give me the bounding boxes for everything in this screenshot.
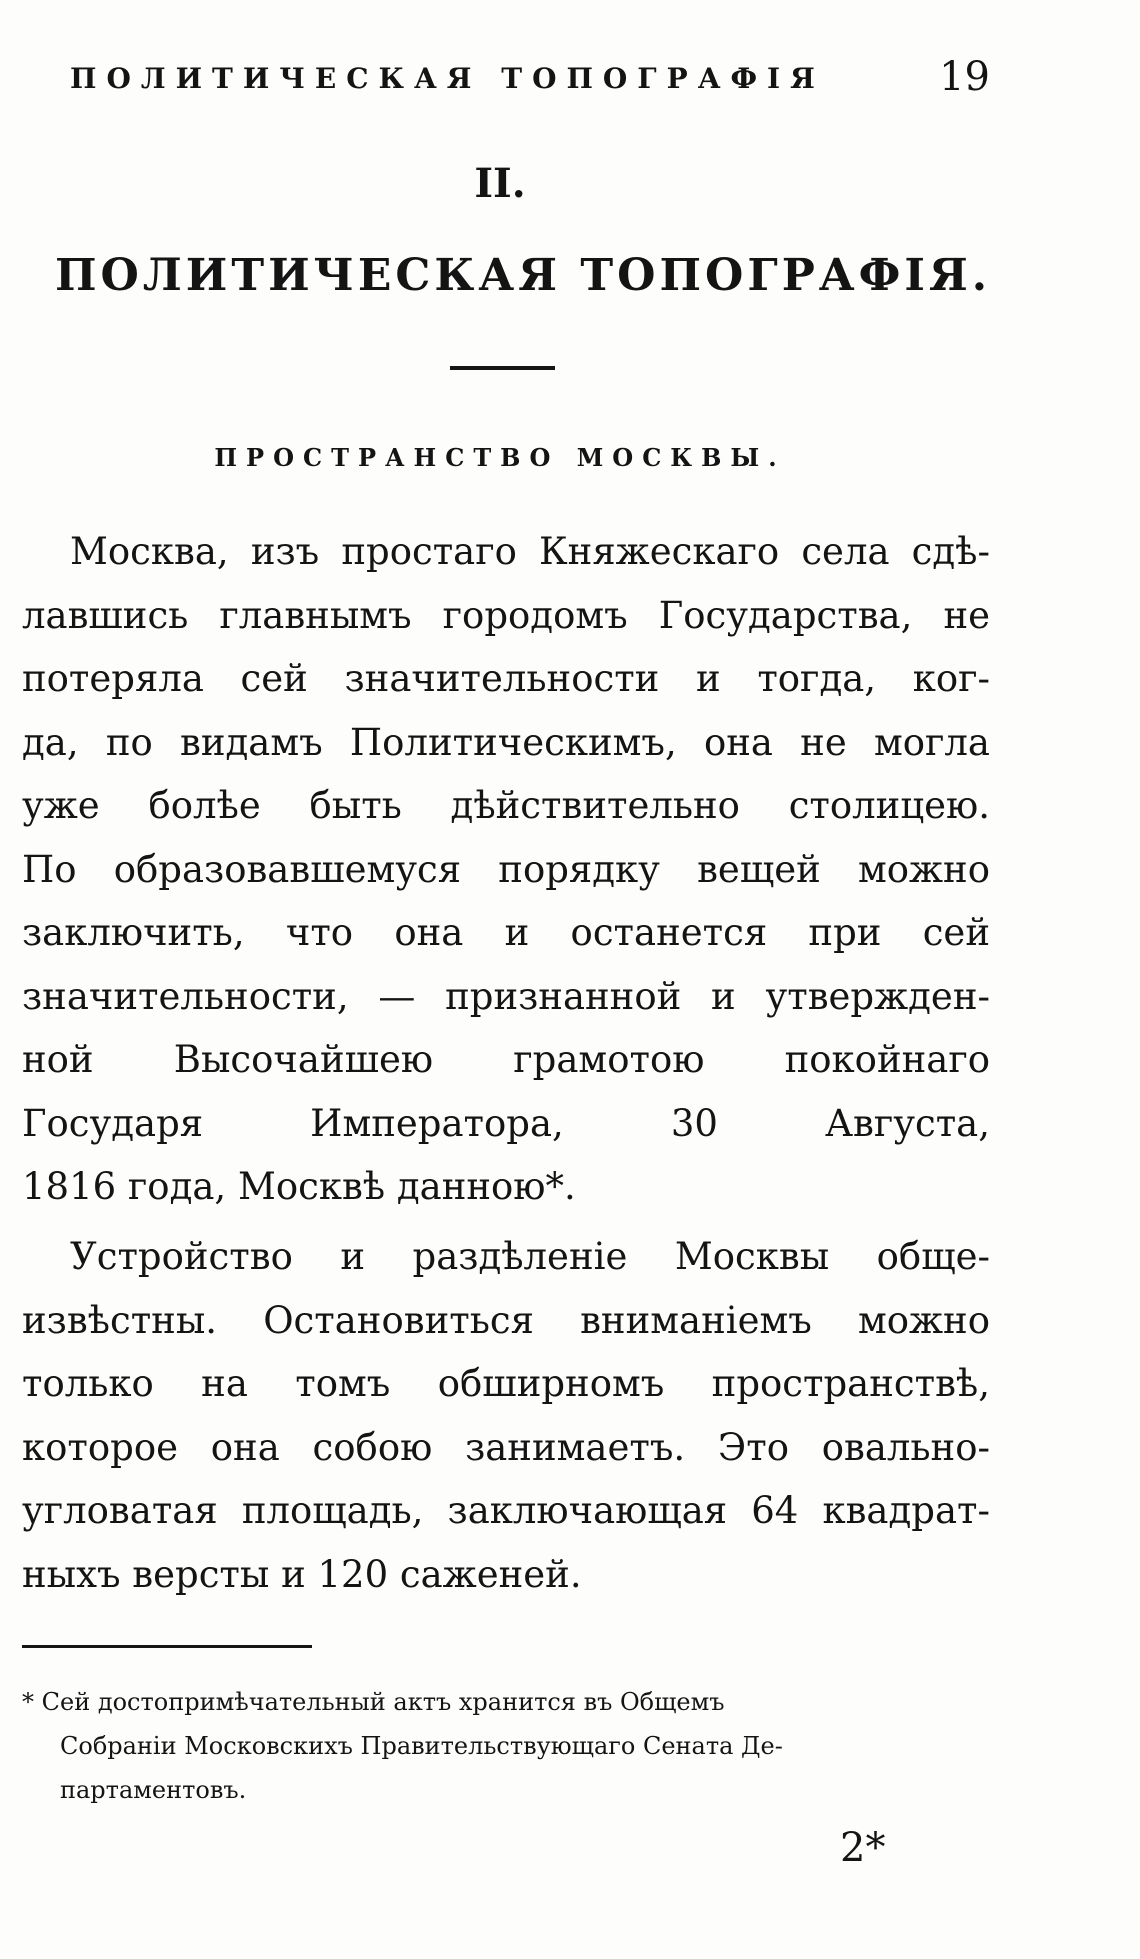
footnote-line: * Сей достопримѣчательный актъ хранится въ Общемъ (22, 1688, 725, 1716)
text-line: значительности, — признанной и утвержден- (22, 974, 990, 1018)
text-line: По образовавшемуся порядку вещей можно (22, 847, 990, 891)
title-divider (450, 366, 555, 370)
text-line: только на томъ обширномъ пространствѣ, (22, 1362, 990, 1405)
text-line: которое она собою занимаетъ. Это овально- (22, 1425, 990, 1469)
text-line: да, по видамъ Политическимъ, она не могла (22, 720, 990, 764)
footnote-divider (22, 1645, 312, 1648)
paragraph-2 (22, 1225, 990, 1606)
footnote-line: партаментовъ. (60, 1776, 247, 1804)
text-line: лавшись главнымъ городомъ Государства, не (22, 593, 990, 637)
text-line: Устройство и раздѣленіе Москвы обще- (70, 1235, 990, 1278)
paragraph-1 (22, 520, 990, 1219)
text-line: ныхъ версты и 120 саженей. (22, 1552, 582, 1596)
section-heading: ПРОСТРАНСТВО МОСКВЫ. (214, 443, 786, 472)
text-line: 1816 года, Москвѣ данною*. (22, 1165, 576, 1208)
text-line: Государя Императора, 30 Августа, (22, 1101, 990, 1145)
page-number: 19 (939, 54, 990, 100)
footnote (22, 1680, 990, 1812)
text-line: уже болѣе быть дѣйствительно столицею. (22, 784, 990, 827)
text-line: потеряла сей значительности и тогда, ког- (22, 657, 990, 700)
running-title: ПОЛИТИЧЕСКАЯ ТОПОГРАФІЯ (70, 62, 825, 95)
signature-mark: 2* (840, 1825, 886, 1871)
footnote-line: Собраніи Московскихъ Правительствующаго Сената Де- (60, 1732, 783, 1760)
text-line: извѣстны. Остановиться вниманіемъ можно (22, 1298, 990, 1342)
chapter-title: ПОЛИТИЧЕСКАЯ ТОПОГРАФІЯ. (55, 250, 992, 301)
text-line: угловатая площадь, заключающая 64 квадрат- (22, 1489, 990, 1532)
text-line: ной Высочайшею грамотою покойнаго (22, 1038, 990, 1081)
chapter-number: II. (474, 160, 526, 207)
text-line: заключить, что она и останется при сей (22, 911, 990, 954)
text-line: Москва, изъ простаго Княжескаго села сдѣ- (70, 530, 990, 573)
running-header (70, 54, 990, 100)
